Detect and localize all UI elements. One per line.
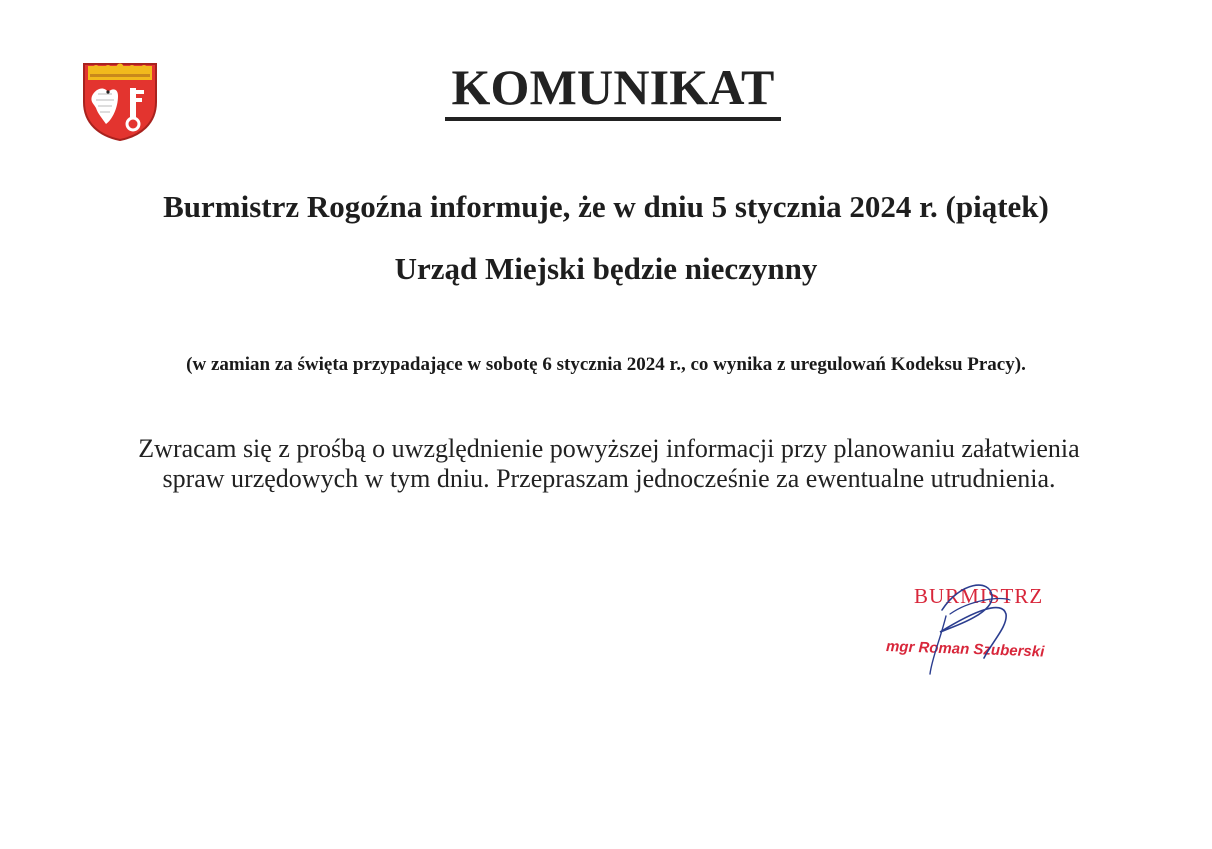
body-line-1: Zwracam się z prośbą o uwzględnienie powyższej informacji przy planowaniu załatwienia [138, 434, 1080, 463]
announcement-note: (w zamian za święta przypadające w sobotę 6 stycznia 2024 r., co wynika z uregulowań Kodeksu Pracy). [186, 354, 1026, 375]
body-line-2: spraw urzędowych w tym dniu. Przepraszam jednocześnie za ewentualne utrudnienia. [162, 464, 1056, 493]
announcement-body [86, 434, 1132, 494]
announcement-line-1: Burmistrz Rogoźna informuje, że w dniu 5 stycznia 2024 r. (piątek) [163, 189, 1049, 224]
stamp-name: mgr Roman Szuberski [885, 638, 1045, 661]
stamp-title: BURMISTRZ [914, 584, 1044, 608]
coat-of-arms-icon [78, 58, 162, 142]
title-underline [445, 117, 781, 121]
page-title: KOMUNIKAT [451, 59, 775, 115]
announcement-line-2: Urząd Miejski będzie nieczynny [394, 251, 818, 286]
official-stamp [880, 570, 1080, 680]
